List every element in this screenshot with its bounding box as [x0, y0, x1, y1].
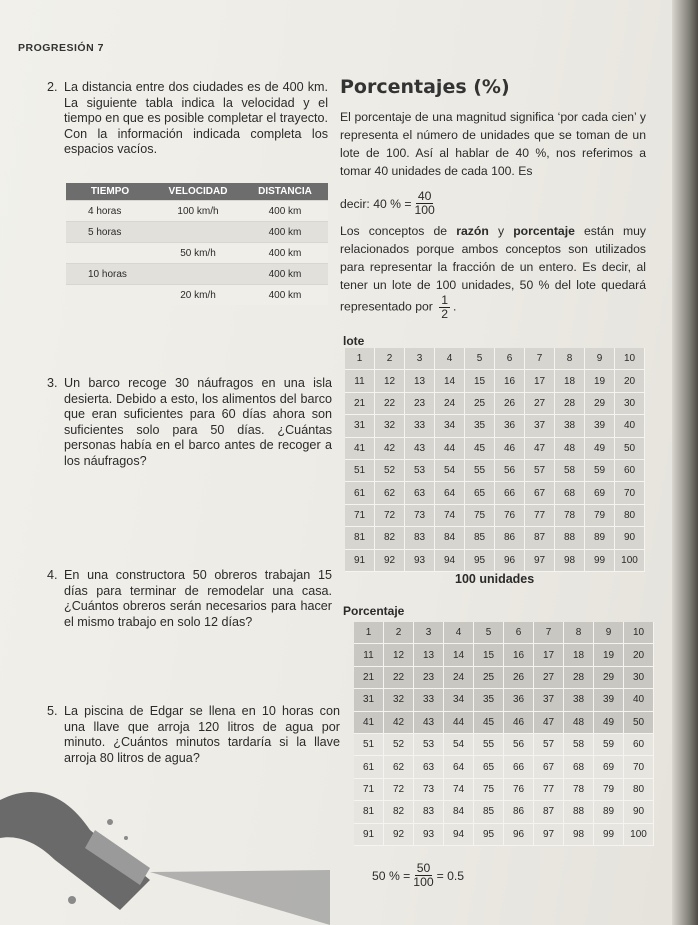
grid-cell: 5 [465, 348, 495, 370]
grid-cell: 20 [615, 370, 645, 392]
grid-cell: 94 [444, 824, 474, 846]
grid-cell: 7 [525, 348, 555, 370]
grid-cell: 70 [624, 756, 654, 778]
ratio-percent-paragraph [340, 222, 646, 321]
grid-cell: 86 [504, 801, 534, 823]
grid-cell: 84 [435, 527, 465, 549]
grid-cell: 75 [474, 779, 504, 801]
grid-cell: 97 [525, 550, 555, 572]
grid-cell: 49 [594, 712, 624, 734]
grid-cell: 67 [534, 756, 564, 778]
grid-cell: 11 [345, 370, 375, 392]
grid-cell: 15 [465, 370, 495, 392]
grid-cell: 85 [465, 527, 495, 549]
para2-text-a: Los conceptos de [340, 224, 448, 238]
table-row [66, 243, 328, 264]
grid-cell: 8 [564, 622, 594, 644]
grid-cell: 40 [615, 415, 645, 437]
porcentaje-grid [354, 622, 654, 846]
para2-text-b: y [497, 224, 505, 238]
grid-cell: 23 [405, 393, 435, 415]
grid-cell: 47 [525, 438, 555, 460]
grid-cell: 37 [525, 415, 555, 437]
grid-cell: 44 [444, 712, 474, 734]
grid-cell: 25 [465, 393, 495, 415]
problem-5-number: 5. [47, 704, 58, 718]
grid-cell: 19 [585, 370, 615, 392]
grid-cell: 93 [414, 824, 444, 846]
grid-cell: 87 [534, 801, 564, 823]
grid-cell: 82 [375, 527, 405, 549]
grid-cell: 90 [624, 801, 654, 823]
grid-cell: 73 [414, 779, 444, 801]
grid-cell: 13 [405, 370, 435, 392]
grid-cell: 22 [384, 667, 414, 689]
grid-cell: 61 [345, 482, 375, 504]
grid-cell: 41 [354, 712, 384, 734]
grid-cell: 24 [435, 393, 465, 415]
grid-cell: 50 [615, 438, 645, 460]
grid-cell: 72 [375, 505, 405, 527]
grid-cell: 31 [354, 689, 384, 711]
grid-cell: 75 [465, 505, 495, 527]
grid-cell: 45 [465, 438, 495, 460]
cell-speed-blank[interactable] [154, 222, 242, 243]
grid-cell: 31 [345, 415, 375, 437]
grid-cell: 100 [615, 550, 645, 572]
problem-3 [47, 376, 332, 470]
grid-cell: 56 [495, 460, 525, 482]
formula-40-percent [340, 190, 646, 217]
table-row [66, 285, 328, 306]
grid-cell: 71 [354, 779, 384, 801]
problem-3-number: 3. [47, 376, 58, 390]
grid-cell: 22 [375, 393, 405, 415]
grid-cell: 38 [564, 689, 594, 711]
grid-cell: 28 [564, 667, 594, 689]
grid-cell: 60 [624, 734, 654, 756]
grid-cell: 6 [495, 348, 525, 370]
grid-cell: 53 [405, 460, 435, 482]
grid-cell: 5 [474, 622, 504, 644]
grid-cell: 69 [594, 756, 624, 778]
cell-time: 4 horas [66, 201, 154, 222]
page-header: PROGRESIÓN 7 [18, 42, 104, 54]
grid-cell: 57 [525, 460, 555, 482]
grid-cell: 81 [345, 527, 375, 549]
grid-cell: 52 [384, 734, 414, 756]
grid-cell: 59 [585, 460, 615, 482]
cell-speed-blank[interactable] [154, 264, 242, 285]
grid-cell: 33 [414, 689, 444, 711]
grid-cell: 32 [384, 689, 414, 711]
grid-cell: 67 [525, 482, 555, 504]
grid-cell: 43 [414, 712, 444, 734]
grid-cell: 27 [534, 667, 564, 689]
grid-cell: 37 [534, 689, 564, 711]
grid-cell: 68 [555, 482, 585, 504]
grid-cell: 94 [435, 550, 465, 572]
grid-cell: 1 [354, 622, 384, 644]
grid-cell: 9 [594, 622, 624, 644]
grid-cell: 90 [615, 527, 645, 549]
term-razon: razón [456, 224, 489, 238]
grid-cell: 63 [405, 482, 435, 504]
grid-cell: 86 [495, 527, 525, 549]
cell-time-blank[interactable] [66, 243, 154, 264]
grid-cell: 18 [564, 644, 594, 666]
grid-cell: 92 [375, 550, 405, 572]
problem-5 [47, 704, 340, 766]
problem-4-number: 4. [47, 568, 58, 582]
grid-cell: 44 [435, 438, 465, 460]
lote-grid [345, 348, 645, 572]
grid-cell: 56 [504, 734, 534, 756]
para2-text-c: están muy relacionados porque ambos conceptos son utilizados para representar la fracción de un entero. Es decir, al tener un lote de 100 unidades, 50 % del lote quedará representado por [340, 224, 647, 314]
grid-cell: 80 [615, 505, 645, 527]
grid-cell: 43 [405, 438, 435, 460]
water-hose-illustration [0, 760, 330, 925]
grid-lote-label: lote [343, 334, 365, 348]
grid-cell: 10 [624, 622, 654, 644]
grid-porcentaje-label: Porcentaje [343, 604, 405, 618]
formula-40-prefix: decir: 40 % = [340, 196, 412, 211]
grid-cell: 26 [495, 393, 525, 415]
grid-cell: 79 [585, 505, 615, 527]
grid-caption: 100 unidades [455, 572, 535, 586]
water-drop [124, 836, 128, 840]
grid-cell: 91 [354, 824, 384, 846]
grid-cell: 66 [495, 482, 525, 504]
grid-cell: 25 [474, 667, 504, 689]
column-header-distancia: DISTANCIA [242, 183, 328, 201]
grid-cell: 58 [555, 460, 585, 482]
grid-cell: 95 [474, 824, 504, 846]
cell-time: 10 horas [66, 264, 154, 285]
fraction-50-100 [413, 862, 433, 889]
grid-cell: 36 [504, 689, 534, 711]
grid-cell: 78 [555, 505, 585, 527]
grid-cell: 46 [504, 712, 534, 734]
grid-cell: 6 [504, 622, 534, 644]
problem-3-text: Un barco recoge 30 náufragos en una isla desierta. Debido a esto, los alimentos del barco que eran suficientes para 60 días ahora son suficientes solo para 50 días. ¿Cuántas personas había en el barco antes de recoger a los náufragos? [64, 376, 332, 468]
grid-cell: 1 [345, 348, 375, 370]
grid-cell: 30 [615, 393, 645, 415]
grid-cell: 85 [474, 801, 504, 823]
grid-cell: 26 [504, 667, 534, 689]
grid-cell: 13 [414, 644, 444, 666]
grid-cell: 92 [384, 824, 414, 846]
grid-cell: 55 [465, 460, 495, 482]
speed-table [66, 183, 328, 305]
grid-cell: 21 [345, 393, 375, 415]
grid-cell: 96 [495, 550, 525, 572]
fraction-numerator: 50 [416, 861, 431, 875]
grid-cell: 42 [384, 712, 414, 734]
problem-4-text: En una constructora 50 obreros trabajan 15 días para terminar de remodelar una casa. ¿Cuántos obreros serán necesarios para hacer el mismo trabajo en solo 12 días? [64, 568, 332, 629]
fraction-numerator: 40 [417, 189, 432, 203]
grid-cell: 27 [525, 393, 555, 415]
cell-speed: 50 km/h [154, 243, 242, 264]
grid-cell: 99 [585, 550, 615, 572]
fraction-denominator: 100 [413, 875, 434, 889]
cell-speed: 100 km/h [154, 201, 242, 222]
grid-cell: 79 [594, 779, 624, 801]
grid-cell: 71 [345, 505, 375, 527]
grid-cell: 88 [564, 801, 594, 823]
grid-cell: 77 [525, 505, 555, 527]
problem-5-text: La piscina de Edgar se llena en 10 horas con una llave que arroja 120 litros de agua por minuto. ¿Cuántos minutos tardaría si la llave arroja 80 litros de agua? [64, 704, 340, 765]
grid-cell: 2 [384, 622, 414, 644]
grid-cell: 16 [495, 370, 525, 392]
grid-cell: 30 [624, 667, 654, 689]
grid-cell: 83 [414, 801, 444, 823]
grid-cell: 76 [495, 505, 525, 527]
table-row [66, 222, 328, 243]
grid-cell: 59 [594, 734, 624, 756]
grid-cell: 24 [444, 667, 474, 689]
grid-cell: 32 [375, 415, 405, 437]
problem-4 [47, 568, 332, 630]
grid-cell: 2 [375, 348, 405, 370]
grid-cell: 98 [555, 550, 585, 572]
grid-cell: 20 [624, 644, 654, 666]
cell-speed: 20 km/h [154, 285, 242, 306]
grid-cell: 35 [474, 689, 504, 711]
grid-cell: 39 [585, 415, 615, 437]
grid-cell: 14 [444, 644, 474, 666]
grid-cell: 38 [555, 415, 585, 437]
section-title: Porcentajes (%) [340, 76, 510, 98]
fraction-denominator: 2 [441, 307, 448, 321]
grid-cell: 39 [594, 689, 624, 711]
grid-cell: 12 [384, 644, 414, 666]
grid-cell: 29 [585, 393, 615, 415]
table-row [66, 264, 328, 285]
grid-cell: 77 [534, 779, 564, 801]
grid-cell: 62 [375, 482, 405, 504]
grid-cell: 64 [435, 482, 465, 504]
grid-cell: 42 [375, 438, 405, 460]
grid-cell: 4 [444, 622, 474, 644]
fraction-40-100 [414, 190, 434, 217]
grid-cell: 82 [384, 801, 414, 823]
grid-cell: 65 [465, 482, 495, 504]
grid-cell: 49 [585, 438, 615, 460]
problem-2 [47, 80, 328, 158]
table-row [66, 201, 328, 222]
grid-cell: 16 [504, 644, 534, 666]
grid-cell: 74 [435, 505, 465, 527]
grid-cell: 88 [555, 527, 585, 549]
grid-cell: 51 [354, 734, 384, 756]
water-drop [68, 896, 76, 904]
grid-cell: 53 [414, 734, 444, 756]
grid-cell: 55 [474, 734, 504, 756]
grid-cell: 60 [615, 460, 645, 482]
cell-distance: 400 km [242, 264, 328, 285]
problem-2-text: La distancia entre dos ciudades es de 400 km. La siguiente tabla indica la velocidad y el tiempo en que es posible completar el trayecto. Con la información indicada completa los espacios vacíos. [64, 80, 328, 157]
grid-cell: 93 [405, 550, 435, 572]
formula-50-result: = 0.5 [436, 868, 465, 883]
cell-distance: 400 km [242, 222, 328, 243]
grid-cell: 57 [534, 734, 564, 756]
cell-distance: 400 km [242, 201, 328, 222]
grid-cell: 19 [594, 644, 624, 666]
grid-cell: 10 [615, 348, 645, 370]
grid-cell: 74 [444, 779, 474, 801]
grid-cell: 65 [474, 756, 504, 778]
grid-cell: 12 [375, 370, 405, 392]
water-drop [107, 819, 113, 825]
grid-cell: 72 [384, 779, 414, 801]
grid-cell: 21 [354, 667, 384, 689]
grid-cell: 80 [624, 779, 654, 801]
grid-cell: 41 [345, 438, 375, 460]
grid-cell: 18 [555, 370, 585, 392]
grid-cell: 95 [465, 550, 495, 572]
grid-cell: 8 [555, 348, 585, 370]
hose-body [0, 792, 150, 910]
grid-cell: 47 [534, 712, 564, 734]
grid-cell: 96 [504, 824, 534, 846]
grid-cell: 91 [345, 550, 375, 572]
grid-cell: 61 [354, 756, 384, 778]
speed-table-header-row [66, 183, 328, 201]
fraction-1-2 [439, 294, 450, 321]
grid-cell: 73 [405, 505, 435, 527]
fraction-denominator: 100 [414, 203, 435, 217]
grid-cell: 78 [564, 779, 594, 801]
grid-cell: 70 [615, 482, 645, 504]
grid-cell: 99 [594, 824, 624, 846]
grid-cell: 3 [405, 348, 435, 370]
grid-cell: 29 [594, 667, 624, 689]
para2-period: . [453, 299, 457, 314]
grid-cell: 54 [444, 734, 474, 756]
percent-definition: El porcentaje de una magnitud significa ‘por cada cien’ y representa el número de unidades que se toman de un lote de 100. Así al hablar de 40 %, nos referimos a tomar 40 unidades de cada 100. Es [340, 110, 646, 178]
fraction-numerator: 1 [441, 293, 448, 307]
grid-cell: 100 [624, 824, 654, 846]
formula-50-percent [372, 862, 464, 889]
grid-cell: 28 [555, 393, 585, 415]
grid-cell: 35 [465, 415, 495, 437]
page-edge-shadow [672, 0, 698, 925]
grid-cell: 48 [564, 712, 594, 734]
grid-cell: 40 [624, 689, 654, 711]
grid-cell: 63 [414, 756, 444, 778]
grid-cell: 45 [474, 712, 504, 734]
grid-cell: 34 [435, 415, 465, 437]
grid-cell: 69 [585, 482, 615, 504]
formula-50-prefix: 50 % = [372, 868, 411, 883]
term-porcentaje: porcentaje [513, 224, 575, 238]
grid-cell: 50 [624, 712, 654, 734]
grid-cell: 68 [564, 756, 594, 778]
grid-cell: 51 [345, 460, 375, 482]
column-header-velocidad: VELOCIDAD [154, 183, 242, 201]
problem-2-number: 2. [47, 80, 58, 94]
cell-time-blank[interactable] [66, 285, 154, 306]
grid-cell: 54 [435, 460, 465, 482]
grid-cell: 98 [564, 824, 594, 846]
grid-cell: 64 [444, 756, 474, 778]
cell-time: 5 horas [66, 222, 154, 243]
grid-cell: 89 [594, 801, 624, 823]
water-spray [150, 870, 330, 925]
grid-cell: 17 [525, 370, 555, 392]
grid-cell: 76 [504, 779, 534, 801]
cell-distance: 400 km [242, 285, 328, 306]
grid-cell: 7 [534, 622, 564, 644]
grid-cell: 15 [474, 644, 504, 666]
grid-cell: 23 [414, 667, 444, 689]
grid-cell: 11 [354, 644, 384, 666]
grid-cell: 58 [564, 734, 594, 756]
grid-cell: 34 [444, 689, 474, 711]
grid-cell: 4 [435, 348, 465, 370]
grid-cell: 83 [405, 527, 435, 549]
grid-cell: 17 [534, 644, 564, 666]
grid-cell: 84 [444, 801, 474, 823]
grid-cell: 14 [435, 370, 465, 392]
grid-cell: 66 [504, 756, 534, 778]
grid-cell: 3 [414, 622, 444, 644]
grid-cell: 9 [585, 348, 615, 370]
grid-cell: 33 [405, 415, 435, 437]
grid-cell: 46 [495, 438, 525, 460]
grid-cell: 87 [525, 527, 555, 549]
grid-cell: 48 [555, 438, 585, 460]
grid-cell: 62 [384, 756, 414, 778]
grid-cell: 89 [585, 527, 615, 549]
grid-cell: 52 [375, 460, 405, 482]
column-header-tiempo: TIEMPO [66, 183, 154, 201]
cell-distance: 400 km [242, 243, 328, 264]
grid-cell: 97 [534, 824, 564, 846]
grid-cell: 36 [495, 415, 525, 437]
grid-cell: 81 [354, 801, 384, 823]
